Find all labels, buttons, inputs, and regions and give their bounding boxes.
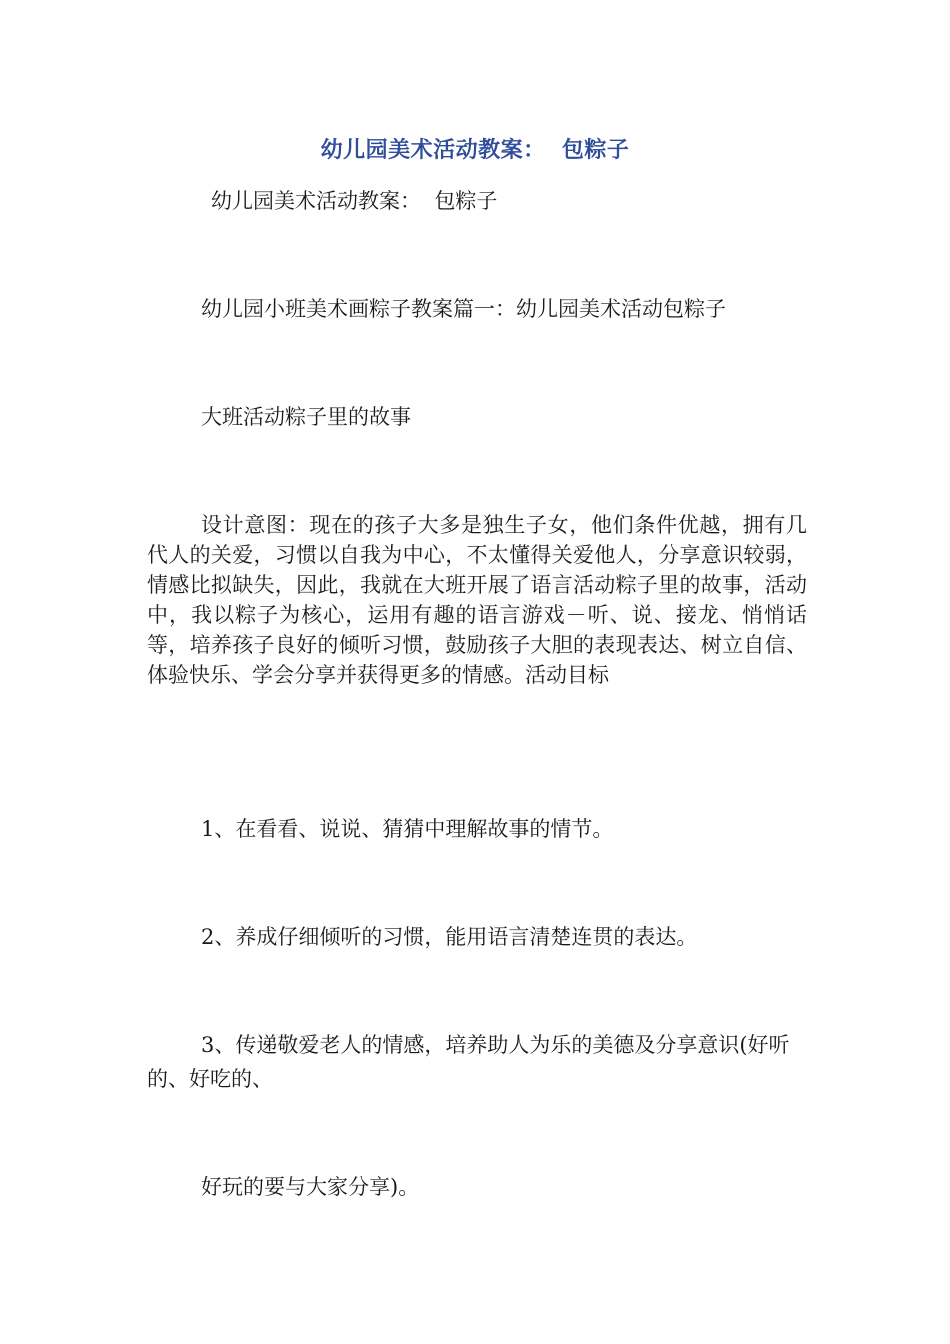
goal-item-3-line-1: 3、传递敬爱老人的情感，培养助人为乐的美德及分享意识(好听: [201, 1033, 790, 1057]
section-heading-2: 大班活动粽子里的故事: [201, 405, 411, 429]
document-title: 幼儿园美术活动教案： 包粽子: [320, 138, 630, 163]
design-intent-paragraph: 设计意图：现在的孩子大多是独生子女，他们条件优越，拥有几代人的关爱，习惯以自我为中心，不太懂得关爱他人，分享意识较弱，情感比拟缺失，因此，我就在大班开展了语言活动粽子里的故事，活动中，我以粽子为核心，运用有趣的语言游戏－听、说、接龙、悄悄话等，培养孩子良好的倾听习惯，鼓励孩子大胆的表现表达、树立自信、体验快乐、学会分享并获得更多的情感。活动目标: [147, 513, 807, 687]
goal-item-2: 2、养成仔细倾听的习惯，能用语言清楚连贯的表达。: [201, 925, 698, 949]
goal-item-1: 1、在看看、说说、猜猜中理解故事的情节。: [201, 817, 614, 841]
document-subtitle: 幼儿园美术活动教案： 包粽子: [211, 189, 498, 213]
goal-item-3-line-3: 好玩的要与大家分享)。: [201, 1175, 420, 1199]
section-heading-1: 幼儿园小班美术画粽子教案篇一：幼儿园美术活动包粽子: [201, 297, 726, 321]
goal-item-3-line-2: 的、好吃的、: [147, 1067, 273, 1091]
